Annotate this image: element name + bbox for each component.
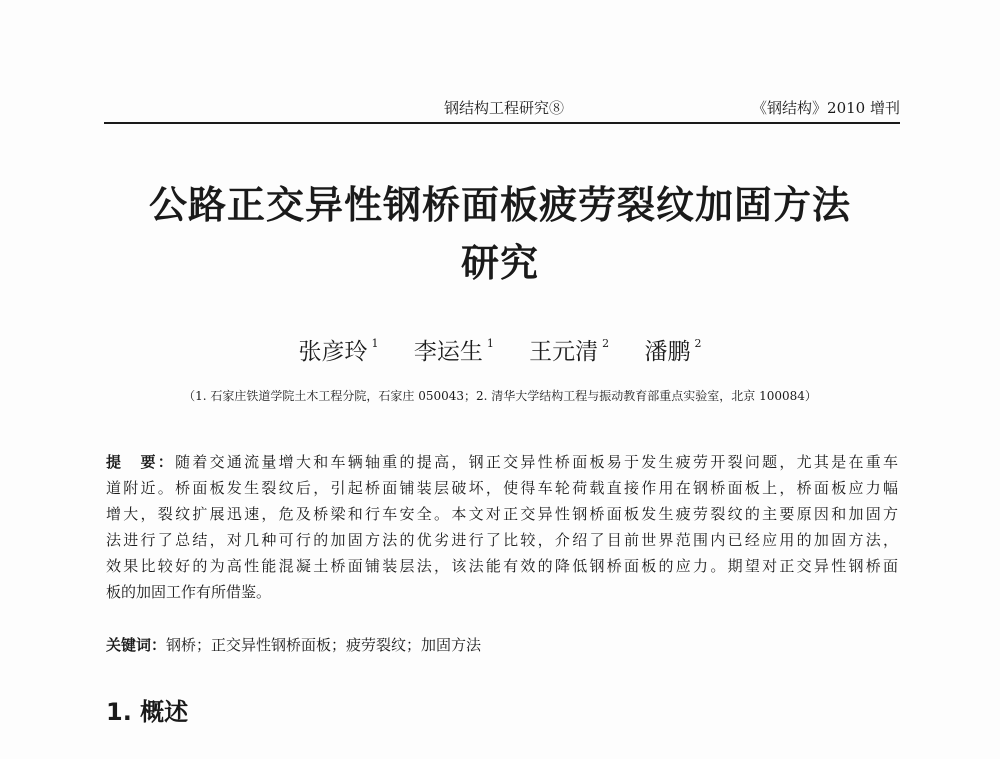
author-affiliation-mark: 2 bbox=[694, 337, 702, 350]
title-line-2: 研究 bbox=[460, 241, 539, 285]
abstract-label: 提 要： bbox=[106, 453, 176, 471]
author bbox=[644, 333, 701, 366]
author bbox=[529, 333, 609, 366]
author-name: 张彦玲 bbox=[298, 339, 368, 365]
abstract-text: 随着交通流量增大和车辆轴重的提高，钢正交异性桥面板易于发生疲劳开裂问题，尤其是在重车 bbox=[175, 453, 898, 471]
running-header bbox=[104, 97, 900, 123]
keywords-label: 关键词： bbox=[106, 636, 167, 654]
author-name: 李运生 bbox=[413, 339, 483, 365]
running-header-journal: 《钢结构》2010 增刊 bbox=[752, 99, 900, 117]
author-affiliation-mark: 2 bbox=[602, 337, 610, 350]
author bbox=[299, 333, 379, 366]
author-affiliation-mark: 1 bbox=[486, 337, 494, 350]
header-rule bbox=[104, 122, 900, 124]
abstract bbox=[106, 449, 898, 605]
abstract-line: 效果比较好的为高性能混凝土桥面铺装层法，该法能有效的降低钢桥面板的应力。期望对正交异性钢桥面 bbox=[106, 557, 898, 575]
paper-title bbox=[100, 176, 900, 292]
abstract-line bbox=[106, 449, 898, 475]
author bbox=[414, 333, 494, 366]
keywords-text: 钢桥；正交异性钢桥面板；疲劳裂纹；加固方法 bbox=[166, 636, 482, 654]
affiliation-line: （1. 石家庄铁道学院土木工程分院，石家庄 050043；2. 清华大学结构工程与振动教育部重点实验室，北京 100084） bbox=[183, 389, 817, 403]
title-line-1: 公路正交异性钢桥面板疲劳裂纹加固方法 bbox=[148, 183, 851, 227]
keywords bbox=[106, 634, 898, 655]
author-name: 王元清 bbox=[529, 339, 599, 365]
abstract-line: 法进行了总结，对几种可行的加固方法的优劣进行了比较，介绍了目前世界范围内已经应用的加固方法， bbox=[106, 531, 898, 549]
author-list bbox=[100, 333, 900, 366]
section-heading: 1. 概述 bbox=[106, 698, 189, 726]
author-name: 潘鹏 bbox=[644, 339, 691, 365]
abstract-line: 增大，裂纹扩展迅速，危及桥梁和行车安全。本文对正交异性钢桥面板发生疲劳裂纹的主要原因和加固方 bbox=[106, 505, 898, 523]
running-header-series: 钢结构工程研究⑧ bbox=[444, 99, 565, 117]
author-affiliation-mark: 1 bbox=[371, 337, 379, 350]
abstract-line: 板的加固工作有所借鉴。 bbox=[106, 583, 272, 601]
abstract-line: 道附近。桥面板发生裂纹后，引起桥面铺装层破坏，使得车轮荷载直接作用在钢桥面板上，桥面板应力幅 bbox=[106, 479, 898, 497]
